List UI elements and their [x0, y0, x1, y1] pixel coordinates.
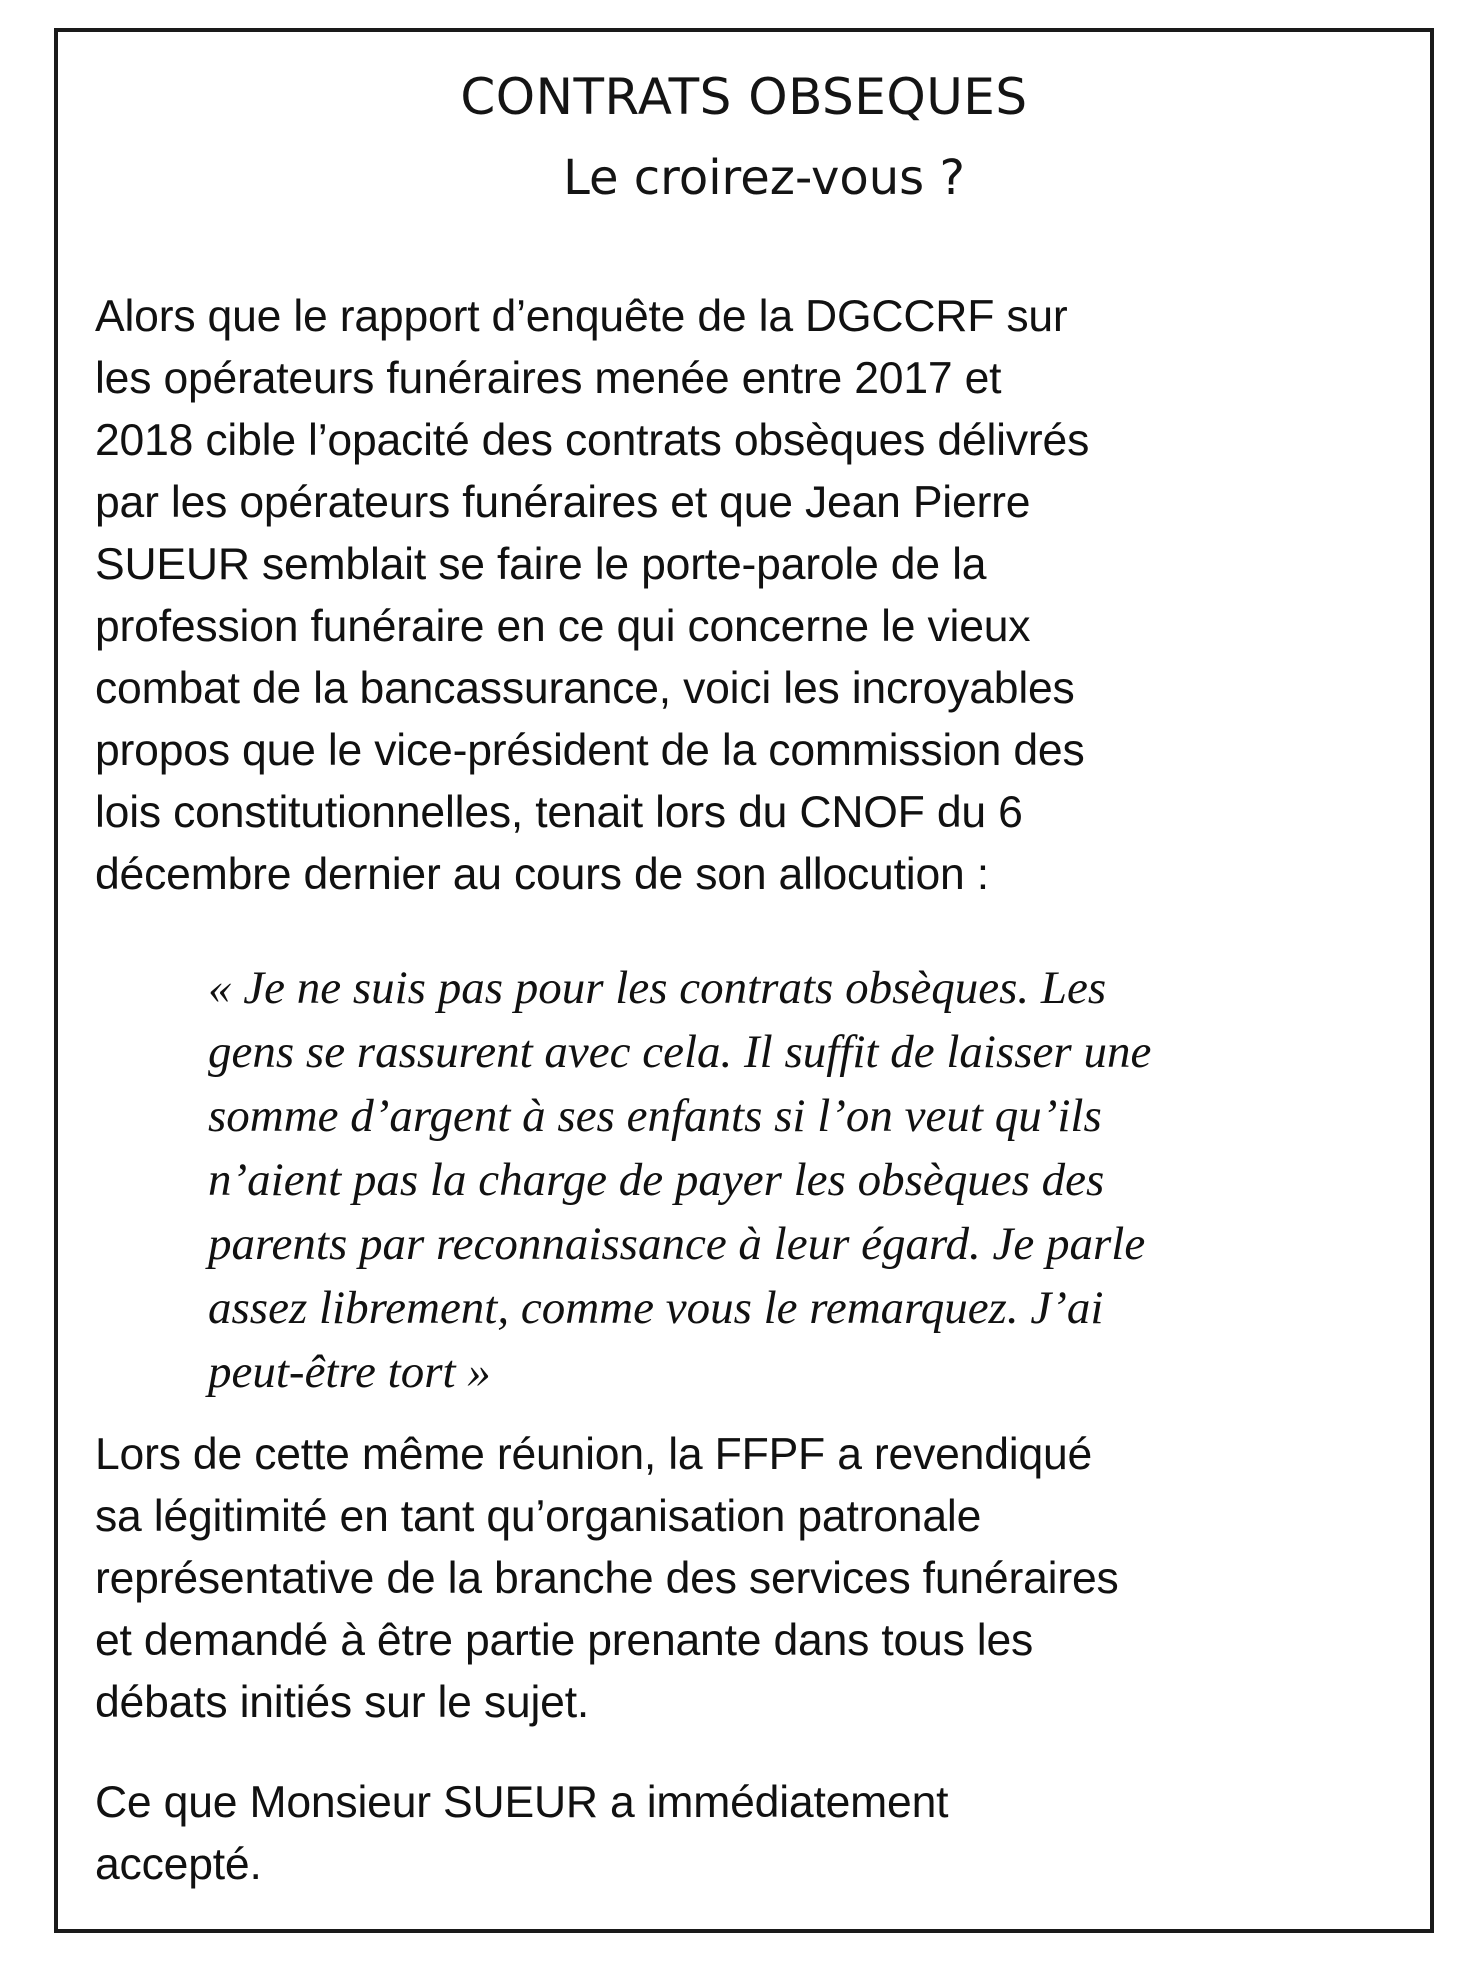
meeting-paragraph: Lors de cette même réunion, la FFPF a revendiqué sa légitimité en tant qu’organisation patronale représentative de la branche des services funéraires et demandé à être partie prenante dans tous les débats initiés sur le sujet. — [95, 1430, 1119, 1727]
intro-paragraph: Alors que le rapport d’enquête de la DGCCRF sur les opérateurs funéraires menée entre 2017 et 2018 cible l’opacité des contrats obsèques délivrés par les opérateurs funéraires et que Jean Pierre SUEUR semblait se faire le porte-parole de la profession funéraire en ce qui concerne le vieux combat de la bancassurance, voici les incroyables propos que le vice-président de la commission des lois constitutionnelles, tenait lors du CNOF du 6 décembre dernier au cours de son allocution : — [95, 292, 1090, 899]
article-title: CONTRATS OBSEQUES — [460, 68, 1028, 126]
quote-paragraph: « Je ne suis pas pour les contrats obsèques. Les gens se rassurent avec cela. Il suffit de laisser une somme d’argent à ses enfants si l’on veut qu’ils n’aient pas la charge de payer les obsèques des parents par reconnaissance à leur égard. Je parle assez librement, comme vous le remarquez. J’ai peut-être tort » — [208, 962, 1152, 1398]
article-frame — [54, 28, 1434, 1933]
conclusion-paragraph: Ce que Monsieur SUEUR a immédiatement accepté. — [95, 1778, 949, 1889]
article-subtitle: Le croirez-vous ? — [563, 150, 965, 206]
